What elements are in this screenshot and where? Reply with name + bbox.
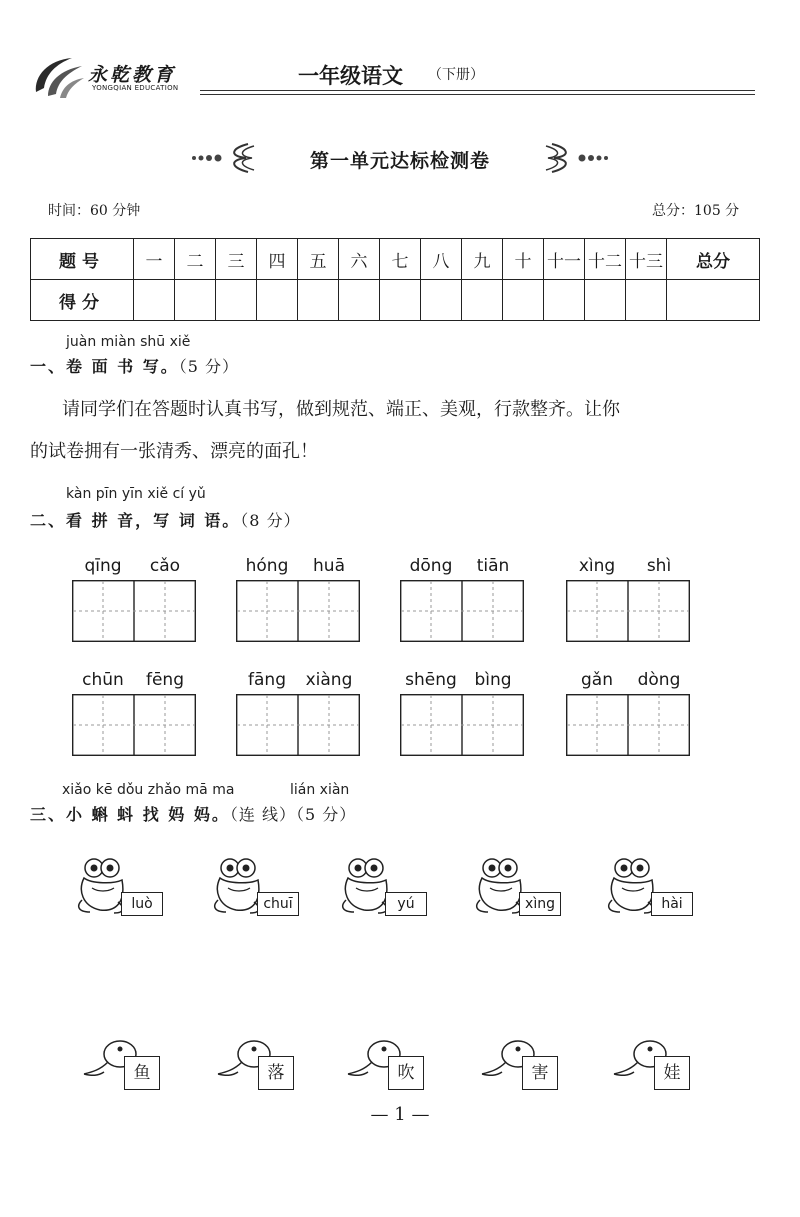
pinyin-syllable: chūn (82, 670, 124, 690)
pinyin-syllable: tiān (476, 556, 510, 576)
question-number-label: 题号 (31, 239, 134, 280)
section2-pinyin: kàn pīn yīn xiě cí yǔ (66, 486, 206, 502)
section1-points: （5 分） (178, 357, 239, 376)
subject-title: 一年级语文 (298, 64, 403, 88)
tian-zi-grid[interactable] (566, 580, 690, 642)
pinyin-syllable: dòng (637, 670, 681, 690)
header-rule-secondary (200, 94, 755, 95)
frog-pinyin-tag: xìng (519, 892, 561, 916)
section1-heading (30, 354, 239, 377)
frog-item[interactable] (606, 856, 696, 916)
score-cell[interactable] (298, 280, 339, 321)
pinyin-syllable: fēng (145, 670, 184, 690)
tadpole-character-tag: 落 (258, 1056, 294, 1090)
column-header: 十二 (585, 239, 626, 280)
tadpole-character-tag: 吹 (388, 1056, 424, 1090)
tadpole-item[interactable] (478, 1034, 568, 1094)
question-number-row (31, 239, 760, 280)
tadpole-item[interactable] (344, 1034, 434, 1094)
exam-total-score: 总分：105 分 (652, 203, 740, 219)
score-cell[interactable] (503, 280, 544, 321)
section1-paragraph-line1: 请同学们在答题时认真书写，做到规范、端正、美观，行款整齐。让你 (62, 399, 620, 420)
score-cell[interactable] (134, 280, 175, 321)
swoosh-logo-icon (30, 52, 88, 100)
exam-time: 时间：60 分钟 (48, 203, 141, 219)
section2-heading (30, 508, 301, 531)
score-row (31, 280, 760, 321)
pinyin-syllable: xìng (578, 556, 616, 576)
page-number: — 1 — (370, 1104, 430, 1125)
pinyin-syllable: hóng (245, 556, 289, 576)
tian-zi-grid[interactable] (72, 694, 196, 756)
pinyin-syllable: shì (646, 556, 672, 576)
pinyin-syllable: gǎn (581, 670, 613, 690)
pinyin-syllable: huā (313, 556, 345, 576)
column-header: 九 (462, 239, 503, 280)
edition-label: （下册） (428, 67, 484, 83)
score-table (30, 238, 760, 321)
section3-pinyin: xiǎo kē dǒu zhǎo mā ma (62, 782, 235, 798)
section3-points: （5 分） (295, 805, 357, 824)
tian-zi-grid[interactable] (400, 694, 524, 756)
section3-pinyin-instruction: lián xiàn (290, 782, 350, 798)
pinyin-syllable: bìng (474, 670, 512, 690)
column-header: 十三 (626, 239, 667, 280)
frog-pinyin-tag: chuī (257, 892, 299, 916)
column-header: 二 (175, 239, 216, 280)
pinyin-syllable: xiàng (305, 670, 353, 690)
tadpole-character-tag: 害 (522, 1056, 558, 1090)
section3-heading-text: 三、小 蝌 蚪 找 妈 妈。 (30, 805, 230, 824)
score-cell[interactable] (421, 280, 462, 321)
column-header: 一 (134, 239, 175, 280)
frog-pinyin-tag: yú (385, 892, 427, 916)
tian-zi-grid[interactable] (400, 580, 524, 642)
section3-instruction: （连 线） (229, 805, 296, 824)
tian-zi-grid[interactable] (236, 580, 360, 642)
pinyin-syllable: dōng (409, 556, 453, 576)
pinyin-syllable: qīng (84, 556, 122, 576)
score-cell[interactable] (175, 280, 216, 321)
score-cell[interactable] (585, 280, 626, 321)
column-header: 六 (339, 239, 380, 280)
column-header: 四 (257, 239, 298, 280)
score-cell[interactable] (544, 280, 585, 321)
column-header: 十一 (544, 239, 585, 280)
tian-zi-grid[interactable] (72, 580, 196, 642)
total-column-header: 总分 (667, 239, 760, 280)
tian-zi-grid[interactable] (236, 694, 360, 756)
frog-item[interactable] (212, 856, 302, 916)
column-header: 三 (216, 239, 257, 280)
header-rule (200, 90, 755, 91)
score-cell[interactable] (462, 280, 503, 321)
tian-zi-grid[interactable] (566, 694, 690, 756)
frog-item[interactable] (474, 856, 564, 916)
column-header: 十 (503, 239, 544, 280)
score-cell[interactable] (257, 280, 298, 321)
frog-item[interactable] (76, 856, 166, 916)
score-label: 得分 (31, 280, 134, 321)
section2-heading-text: 二、看 拼 音，写 词 语。 (30, 511, 241, 530)
section1-pinyin: juàn miàn shū xiě (66, 334, 191, 350)
brand-subtitle: YONGQIAN EDUCATION (92, 84, 179, 92)
section3-heading (30, 802, 356, 825)
total-score-cell[interactable] (667, 280, 760, 321)
column-header: 七 (380, 239, 421, 280)
tadpole-item[interactable] (80, 1034, 170, 1094)
tadpole-character-tag: 娃 (654, 1056, 690, 1090)
frog-item[interactable] (340, 856, 430, 916)
pinyin-syllable: cǎo (149, 556, 181, 576)
frog-pinyin-tag: hài (651, 892, 693, 916)
frog-pinyin-tag: luò (121, 892, 163, 916)
score-cell[interactable] (216, 280, 257, 321)
tadpole-character-tag: 鱼 (124, 1056, 160, 1090)
pinyin-syllable: fāng (248, 670, 286, 690)
section1-paragraph-line2: 的试卷拥有一张清秀、漂亮的面孔！ (30, 441, 318, 462)
ornament-right-icon (540, 140, 612, 176)
section2-points: （8 分） (240, 511, 301, 530)
pinyin-syllable: shēng (405, 670, 457, 690)
tadpole-item[interactable] (610, 1034, 700, 1094)
section1-heading-text: 一、卷 面 书 写。 (30, 357, 179, 376)
exam-title: 第一单元达标检测卷 (309, 150, 490, 172)
score-cell[interactable] (380, 280, 421, 321)
brand-name: 永乾教育 (88, 64, 177, 86)
score-cell[interactable] (626, 280, 667, 321)
tadpole-item[interactable] (214, 1034, 304, 1094)
publisher-logo (30, 52, 230, 100)
column-header: 八 (421, 239, 462, 280)
column-header: 五 (298, 239, 339, 280)
score-cell[interactable] (339, 280, 380, 321)
